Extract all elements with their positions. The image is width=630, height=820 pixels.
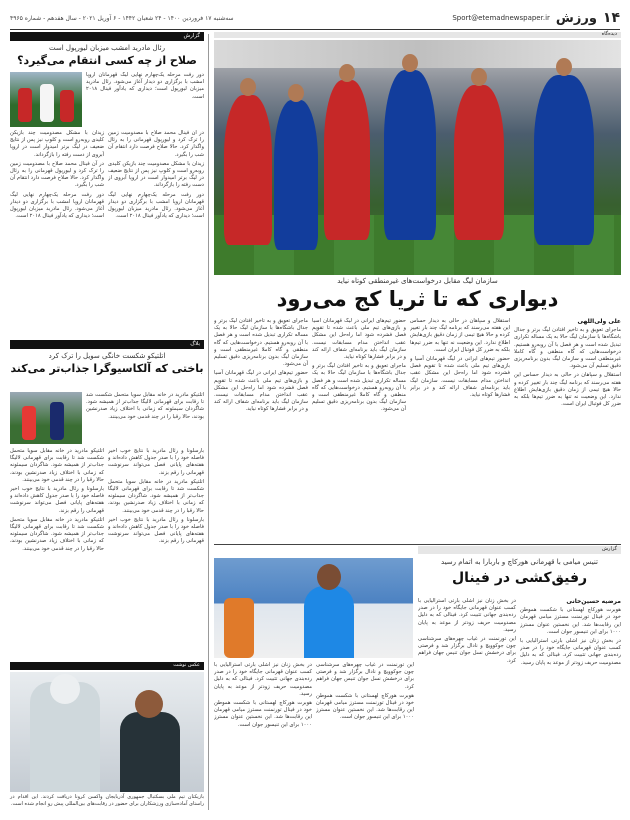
left-mid-story <box>10 340 204 375</box>
main-story-col-4 <box>214 318 308 540</box>
player-navy <box>50 402 64 440</box>
paragraph: دور رفت مرحله یک‌چهارم نهایی لیگ قهرمانان اروپا امشب با برگزاری دو دیدار آغاز می‌شود. رئال مادرید میزبان لیورپول است؛ دیداری که یادآور فینال ۲۰۱۸ است. <box>86 72 204 100</box>
header-rule <box>10 29 620 30</box>
main-story-kicker: سازمان لیگ مقابل درخواست‌های غیرمنطقی کوتاه نیاید <box>337 277 498 285</box>
player-head <box>240 78 256 96</box>
tennis-col-1 <box>520 598 621 810</box>
main-tag-bar <box>214 32 621 38</box>
left-top-col-a <box>86 72 204 130</box>
paragraph: اتلتیکو مادرید در خانه مقابل سویا متحمل شکست شد تا رقابت برای قهرمانی لالیگا جذاب‌تر از همیشه شود. شاگردان سیمئونه که زمانی با اختلاف زیاد صدرنشین بودند، حالا رقبا را در چند قدمی خود می‌بینند. <box>10 448 104 483</box>
tennis-tag-bar <box>418 546 621 554</box>
player-shirt <box>304 586 354 658</box>
paragraph: در آن فینال محمد صلاح با مصدومیت زمین را ترک کرد و لیورپول قهرمانی را به رئال واگذار کرد. حالا صلاح فرصت دارد انتقام آن شب را بگیرد. <box>10 160 104 189</box>
paragraph: حضور تیم‌های ایرانی در لیگ قهرمانان آسیا و بازی‌های تیم ملی باعث شده تا تقویم فصل فشرده شود اما راه‌حل این مشکل عقب انداختن مدام مسابقات نیست. سازمان لیگ باید برنامه‌ای شفاف ارائه کند و در برابر فشارها کوتاه نیاید. <box>312 318 406 361</box>
vaccine-caption: بازیکنان تیم ملی بسکتبال جمهوری آذربایجان واکسن کرونا دریافت کردند. این اقدام در راستای آماده‌سازی ورزشکاران برای حضور در رقابت‌های بین‌المللی پیش رو انجام شده است. <box>10 794 204 807</box>
dateline: سه‌شنبه ۱۷ فروردین ۱۴۰۰ - ۲۴ شعبان ۱۴۴۲ - ۶ آوریل ۲۰۲۱ - سال هفدهم - شماره ۴۹۶۵ <box>10 14 234 22</box>
paragraph: استقلال و سپاهان در حالی به دیدار حساس این هفته می‌رسند که برنامه لیگ چند بار تغییر کرده و حالا هیچ تیمی از زمان دقیق بازی‌هایش اطلاع ندارد. این وضعیت نه تنها به ضرر تیم‌ها بلکه به ضرر کل فوتبال ایران است. <box>410 318 510 353</box>
paragraph: در بخش زنان نیز اشلی بارتی استرالیایی با کسب عنوان قهرمانی جایگاه خود را در صدر رده‌بندی جهانی تثبیت کرد. فینالی که به دلیل مصدومیت حریف زودتر از موعد به پایان رسید. <box>214 662 312 697</box>
paragraph: ماجرای تعویق و به تاخیر افتادن لیگ برتر و جدال باشگاه‌ها با سازمان لیگ حالا به یک مساله تکراری تبدیل شده است و هر فصل با آن روبه‌رو هستیم. درخواست‌هایی که گاه منطقی و گاه کاملا غیرمنطقی است و سازمان لیگ بدون برنامه‌ریزی دقیق تسلیم آن می‌شود. <box>514 327 621 370</box>
main-story-tag: دیده‌گاه <box>601 31 617 37</box>
page-number: ۱۴ <box>602 10 620 26</box>
paragraph: در آن فینال محمد صلاح با مصدومیت زمین را ترک کرد و لیورپول قهرمانی را به رئال واگذار کرد. حالا صلاح فرصت دارد انتقام آن شب را بگیرد. <box>108 130 204 158</box>
paragraph: هوبرت هورکاچ لهستانی با شکست هموطن خود در فینال تورنمنت مسترز میامی قهرمان این رقابت‌ها شد. این نخستین عنوان مسترز ۱۰۰۰ برای این تنیسور جوان است. <box>520 607 621 635</box>
paragraph: زیدان با مشکل مصدومیت چند بازیکن کلیدی روبه‌رو است و کلوپ نیز پس از نتایج ضعیف در لیگ برتر امیدوار است در اروپا آبروی از دست رفته را بازگرداند. <box>108 160 204 189</box>
player-red <box>18 88 32 122</box>
tennis-headline: رفیق‌کشی در فینال <box>451 570 588 586</box>
paragraph: استقلال و سپاهان در حالی به دیدار حساس این هفته می‌رسند که برنامه لیگ چند بار تغییر کرده و حالا هیچ تیمی از زمان دقیق بازی‌هایش اطلاع ندارد. این وضعیت نه تنها به ضرر تیم‌ها بلکه به ضرر کل فوتبال ایران است. <box>514 372 621 408</box>
left-mid-col-1 <box>108 448 204 660</box>
player-head <box>402 54 418 72</box>
player-head <box>339 64 355 82</box>
tennis-author: مرضیه حسین‌خانی <box>566 598 621 605</box>
page-header <box>10 8 620 28</box>
section-name: ورزش <box>555 10 597 26</box>
left-top-tag: گزارش <box>10 32 204 41</box>
paragraph: حضور تیم‌های ایرانی در لیگ قهرمانان آسیا و بازی‌های تیم ملی باعث شده تا تقویم فصل فشرده شود اما راه‌حل این مشکل عقب انداختن مدام مسابقات نیست. سازمان لیگ باید برنامه‌ای شفاف ارائه کند و در برابر فشارها کوتاه نیاید. <box>214 370 308 413</box>
orange-figure <box>224 598 254 658</box>
left-top-story <box>10 32 204 67</box>
athlete-figure <box>120 712 180 792</box>
left-top-col-2 <box>10 130 104 336</box>
main-story-author: علی ولی‌اللهی <box>577 318 621 325</box>
player-blue-2 <box>384 70 436 240</box>
paragraph: دور رفت مرحله یک‌چهارم نهایی لیگ قهرمانان اروپا امشب با برگزاری دو دیدار آغاز می‌شود. رئال مادرید میزبان لیورپول است؛ دیداری که یادآور فینال ۲۰۱۸ است. <box>108 191 204 220</box>
paragraph: بارسلونا و رئال مادرید با نتایج خوب اخیر فاصله خود را با صدر جدول کاهش داده‌اند و هفته‌های پایانی فصل می‌تواند سرنوشت قهرمانی را رقم بزند. <box>108 448 204 476</box>
paragraph: دور رفت مرحله یک‌چهارم نهایی لیگ قهرمانان اروپا امشب با برگزاری دو دیدار آغاز می‌شود. رئال مادرید میزبان لیورپول است؛ دیداری که یادآور فینال ۲۰۱۸ است. <box>10 191 104 220</box>
tennis-col-2 <box>418 598 516 810</box>
paragraph: ماجرای تعویق و به تاخیر افتادن لیگ برتر و جدال باشگاه‌ها با سازمان لیگ حالا به یک مساله تکراری تبدیل شده است و هر فصل با آن روبه‌رو هستیم. درخواست‌هایی که گاه منطقی و گاه کاملا غیرمنطقی است و سازمان لیگ بدون برنامه‌ریزی دقیق تسلیم آن می‌شود. <box>214 318 308 368</box>
player-head <box>556 58 572 76</box>
left-top-kicker: رئال مادرید امشب میزبان لیورپول است <box>48 44 165 52</box>
tennis-col-3 <box>316 662 414 810</box>
nurse-head <box>50 674 80 704</box>
paragraph: در بخش زنان نیز اشلی بارتی استرالیایی با کسب عنوان قهرمانی جایگاه خود را در صدر رده‌بندی جهانی تثبیت کرد. فینالی که به دلیل مصدومیت حریف زودتر از موعد به پایان رسید. <box>520 638 621 666</box>
player-head <box>471 68 487 86</box>
player-red-1 <box>224 95 272 245</box>
player-blue-3 <box>534 75 594 245</box>
vaccine-tag-bar <box>10 662 204 670</box>
paragraph: در بخش زنان نیز اشلی بارتی استرالیایی با کسب عنوان قهرمانی جایگاه خود را در صدر رده‌بندی جهانی تثبیت کرد. فینالی که به دلیل مصدومیت حریف زودتر از موعد به پایان رسید. <box>418 598 516 633</box>
left-mid-kicker: اتلتیکو شکست خانگی سویل را ترک کرد <box>48 352 166 360</box>
tennis-kicker: تنیس میامی با قهرمانی هورکاچ و باربارا به اتمام رسید <box>441 558 598 566</box>
main-story-col-2 <box>410 318 510 540</box>
left-top-col-1 <box>108 130 204 336</box>
paragraph: هوبرت هورکاچ لهستانی با شکست هموطن خود در فینال تورنمنت مسترز میامی قهرمان این رقابت‌ها شد. این نخستین عنوان مسترز ۱۰۰۰ برای این تنیسور جوان است. <box>214 700 312 728</box>
player-head <box>317 564 341 590</box>
player-white <box>40 84 54 122</box>
paragraph: بارسلونا و رئال مادرید با نتایج خوب اخیر فاصله خود را با صدر جدول کاهش داده‌اند و هفته‌های پایانی فصل می‌تواند سرنوشت قهرمانی را رقم بزند. <box>10 486 104 514</box>
paragraph: زیدان با مشکل مصدومیت چند بازیکن کلیدی روبه‌رو است و کلوپ نیز پس از نتایج ضعیف در لیگ برتر امیدوار است در اروپا آبروی از دست رفته را بازگرداند. <box>10 130 104 158</box>
main-story-photo <box>214 40 621 275</box>
left-top-headline: صلاح از چه کسی انتقام می‌گیرد؟ <box>17 54 197 67</box>
player-red-2 <box>324 80 370 240</box>
athlete-head <box>135 690 163 718</box>
vaccine-tag: عکس نوشت <box>173 662 200 668</box>
divider <box>214 544 621 545</box>
player-blue-1 <box>274 100 318 250</box>
paragraph: هوبرت هورکاچ لهستانی با شکست هموطن خود در فینال تورنمنت مسترز میامی قهرمان این رقابت‌ها شد. این نخستین عنوان مسترز ۱۰۰۰ برای این تنیسور جوان است. <box>316 692 414 721</box>
left-mid-headline: باختی که آلکاسیوگرا جذاب‌تر می‌کند <box>10 362 204 375</box>
paragraph: اتلتیکو مادرید در خانه مقابل سویا متحمل شکست شد تا رقابت برای قهرمانی لالیگا جذاب‌تر از همیشه شود. شاگردان سیمئونه که زمانی با اختلاف زیاد صدرنشین بودند، حالا رقبا را در چند قدمی خود می‌بینند. <box>108 478 204 514</box>
main-story-col-3 <box>312 318 406 540</box>
vaccine-photo <box>10 672 204 792</box>
left-mid-col-2 <box>10 448 104 660</box>
player-head <box>288 84 304 102</box>
main-story-col-1 <box>514 318 621 540</box>
paragraph: اتلتیکو مادرید در خانه مقابل سویا متحمل شکست شد تا رقابت برای قهرمانی لالیگا جذاب‌تر از همیشه شود. شاگردان سیمئونه که زمانی با اختلاف زیاد صدرنشین بودند، حالا رقبا را در چند قدمی خود می‌بینند. <box>86 392 204 420</box>
paragraph: بارسلونا و رئال مادرید با نتایج خوب اخیر فاصله خود را با صدر جدول کاهش داده‌اند و هفته‌های پایانی فصل می‌تواند سرنوشت قهرمانی را رقم بزند. <box>108 516 204 545</box>
paragraph: اتلتیکو مادرید در خانه مقابل سویا متحمل شکست شد تا رقابت برای قهرمانی لالیگا جذاب‌تر از همیشه شود. شاگردان سیمئونه که زمانی با اختلاف زیاد صدرنشین بودند، حالا رقبا را در چند قدمی خود می‌بینند. <box>10 516 104 552</box>
player-red <box>60 90 74 122</box>
header-right <box>452 10 620 26</box>
tennis-tag: گزارش <box>601 546 617 552</box>
section-email[interactable]: Sport@etemadnewspaper.ir <box>452 14 550 22</box>
left-mid-tag: بلاگ <box>10 340 204 349</box>
paragraph: حضور تیم‌های ایرانی در لیگ قهرمانان آسیا و بازی‌های تیم ملی باعث شده تا تقویم فصل فشرده شود اما راه‌حل این مشکل عقب انداختن مدام مسابقات نیست. سازمان لیگ باید برنامه‌ای شفاف ارائه کند و در برابر فشارها کوتاه نیاید. <box>410 356 510 399</box>
paragraph: این تورنمنت در غیاب چهره‌های سرشناسی چون جوکوویچ و نادال برگزار شد و فرصتی برای درخشش نسل جوان تنیس جهان فراهم کرد. <box>316 662 414 690</box>
left-mid-col-a <box>86 392 204 446</box>
header-left <box>10 15 234 22</box>
left-top-photo <box>10 72 82 127</box>
tennis-photo <box>214 558 413 658</box>
left-mid-photo <box>10 392 82 444</box>
main-story-headline: دیواری که تا ثریا کج می‌رود <box>276 287 559 311</box>
tennis-col-4 <box>214 662 312 810</box>
paragraph: ماجرای تعویق و به تاخیر افتادن لیگ برتر و جدال باشگاه‌ها با سازمان لیگ حالا به یک مساله تکراری تبدیل شده است و هر فصل با آن روبه‌رو هستیم. درخواست‌هایی که گاه منطقی و گاه کاملا غیرمنطقی است و سازمان لیگ بدون برنامه‌ریزی دقیق تسلیم آن می‌شود. <box>312 363 406 413</box>
column-divider <box>208 34 209 810</box>
player-red <box>22 406 36 440</box>
player-red-3 <box>454 85 504 240</box>
paragraph: این تورنمنت در غیاب چهره‌های سرشناسی چون جوکوویچ و نادال برگزار شد و فرصتی برای درخشش نسل جوان تنیس جهان فراهم کرد. <box>418 636 516 664</box>
